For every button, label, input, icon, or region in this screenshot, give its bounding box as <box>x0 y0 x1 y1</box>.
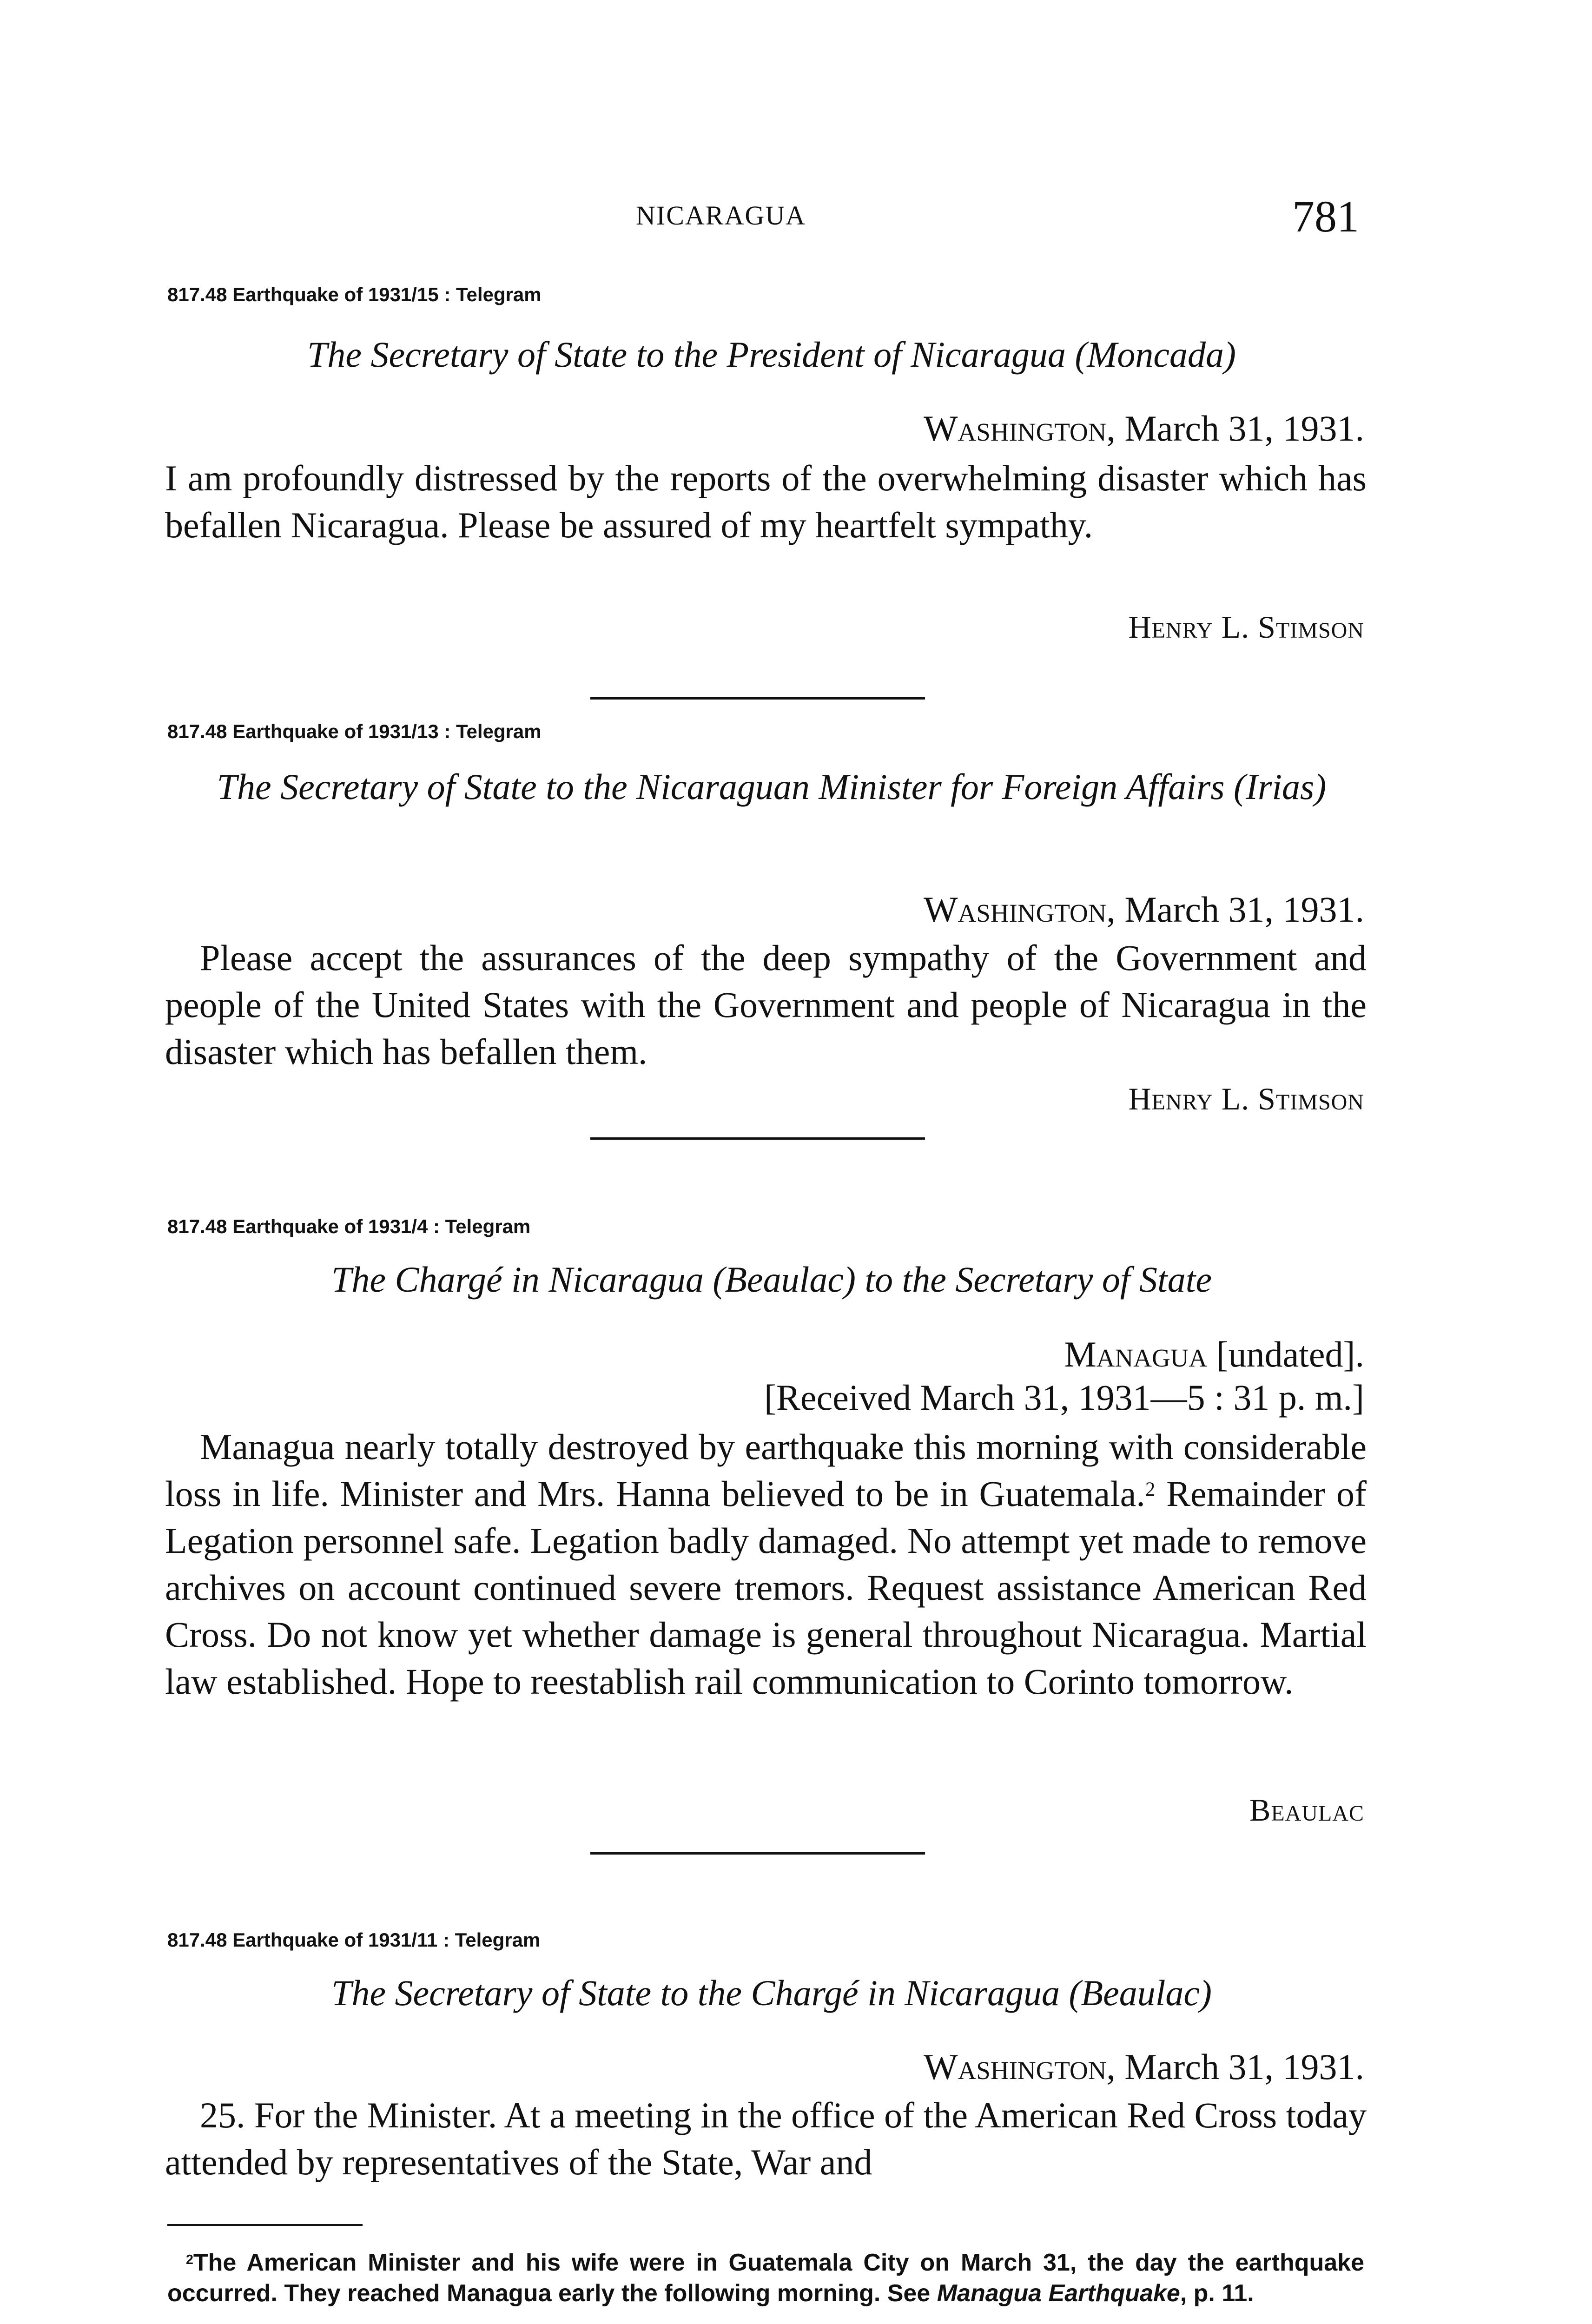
telegram-body-4: 25. For the Minister. At a meeting in the office of the American Red Cross today attended by representatives of the State, War and <box>165 2095 1367 2182</box>
signature-3: Beaulac <box>1249 1792 1364 1828</box>
dateline-3 <box>167 1330 1364 1379</box>
dateline-2 <box>167 885 1364 934</box>
dateline-date: , March 31, 1931. <box>1106 408 1364 449</box>
file-reference-2: 817.48 Earthquake of 1931/13 : Telegram <box>167 720 542 742</box>
document-heading-2: The Secretary of State to the Nicaraguan Minister for Foreign Affairs (Irias) <box>217 766 1327 807</box>
footnote-reference[interactable]: 2 <box>1145 1479 1156 1501</box>
footnote-divider <box>167 2224 363 2226</box>
section-divider <box>590 697 925 700</box>
signature-1: Henry L. Stimson <box>1128 609 1364 645</box>
body-text: Managua nearly totally destroyed by earthquake this morning with considerable loss in life. Minister and Mrs. Hanna believed to be in Guatemala. <box>165 1426 1367 1514</box>
dateline-date: , March 31, 1931. <box>1106 2047 1364 2087</box>
page-number: 781 <box>1292 191 1359 241</box>
footnote <box>167 2247 1364 2309</box>
footnote-citation: Managua Earthquake <box>937 2280 1180 2307</box>
dateline-date: [undated]. <box>1207 1334 1364 1374</box>
dateline-place: Washington <box>923 408 1107 449</box>
dateline-place: Managua <box>1064 1334 1208 1374</box>
body-text: Remainder of Legation personnel safe. Legation badly damaged. No attempt yet made to remove archives on account continued severe tremors. Request assistance American Red Cross. Do not know yet whether damage is general throughout Nicaragua. Martial law established. Hope to reestablish rail communication to Corinto tomorrow. <box>165 1473 1367 1702</box>
dateline-place: Washington <box>923 2047 1107 2087</box>
dateline-4 <box>167 2043 1364 2091</box>
footnote-text: , p. 11. <box>1180 2280 1254 2307</box>
document-heading-1: The Secretary of State to the President of Nicaragua (Moncada) <box>307 334 1236 375</box>
running-title: NICARAGUA <box>636 200 806 231</box>
document-heading-3: The Chargé in Nicaragua (Beaulac) to the Secretary of State <box>331 1259 1212 1300</box>
section-divider <box>590 1852 925 1855</box>
file-reference-3: 817.48 Earthquake of 1931/4 : Telegram <box>167 1215 531 1237</box>
dateline-place: Washington <box>923 889 1107 930</box>
dateline-1 <box>167 404 1364 453</box>
telegram-body-1: I am profoundly distressed by the reports of the overwhelming disaster which has befallen Nicaragua. Please be assured of my heartfelt sympathy. <box>165 458 1367 545</box>
received-line: [Received March 31, 1931—5 : 31 p. m.] <box>764 1377 1364 1418</box>
dateline-date: , March 31, 1931. <box>1106 889 1364 930</box>
file-reference-1: 817.48 Earthquake of 1931/15 : Telegram <box>167 284 542 305</box>
section-divider <box>590 1137 925 1140</box>
telegram-body-2: Please accept the assurances of the deep sympathy of the Government and people of the United States with the Government and people of Nicaragua in the disaster which has befallen them. <box>165 938 1367 1072</box>
footnote-marker: 2 <box>186 2252 193 2268</box>
signature-2: Henry L. Stimson <box>1128 1081 1364 1116</box>
file-reference-4: 817.48 Earthquake of 1931/11 : Telegram <box>167 1929 541 1951</box>
document-heading-4: The Secretary of State to the Chargé in Nicaragua (Beaulac) <box>331 1973 1212 2013</box>
footnote-text: The American Minister and his wife were in Guatemala City on March 31, the day the earthquake occurred. They reached Managua early the following morning. See <box>167 2249 1364 2307</box>
telegram-body-3 <box>165 1423 1367 1705</box>
